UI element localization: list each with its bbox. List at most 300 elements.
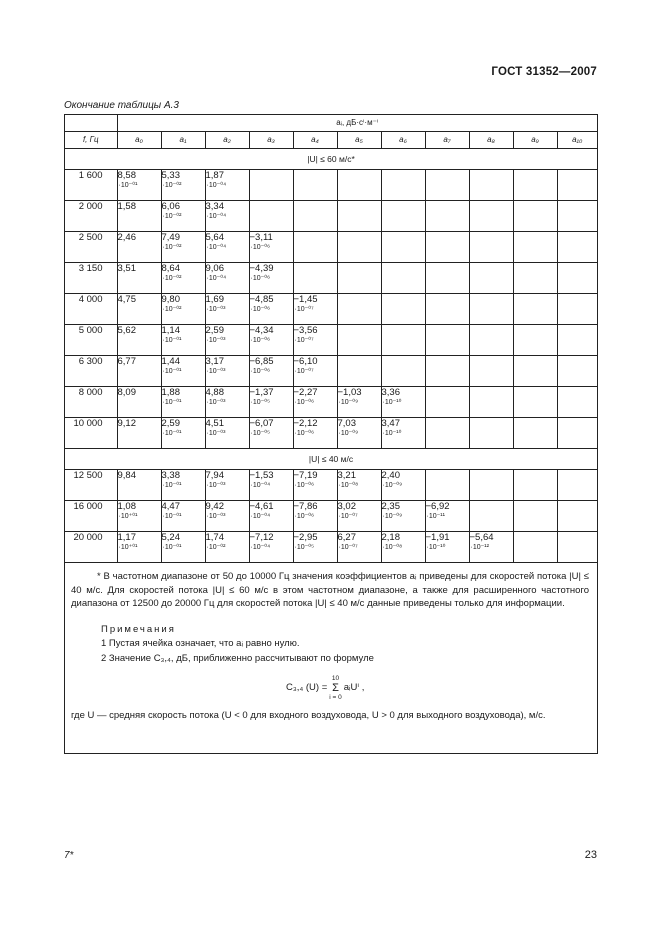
coefficient-mantissa: 1,08 bbox=[117, 500, 136, 512]
coefficient-mantissa: −2,95 bbox=[293, 531, 318, 543]
coefficient-cell bbox=[117, 200, 161, 231]
coefficient-cell bbox=[249, 355, 293, 386]
coefficient-cell bbox=[513, 531, 557, 562]
coefficient-cell bbox=[249, 293, 293, 324]
coefficient-cell bbox=[205, 355, 249, 386]
coefficient-cell bbox=[293, 500, 337, 531]
frequency-cell: 10 000 bbox=[65, 417, 117, 448]
coefficient-table bbox=[65, 115, 597, 563]
coefficient-mantissa: −4,85 bbox=[249, 293, 274, 305]
coefficient-mantissa: 5,62 bbox=[117, 324, 136, 336]
coefficient-mantissa: 9,80 bbox=[161, 293, 180, 305]
coefficient-exponent: ·10⁻⁰⁶ bbox=[250, 274, 270, 282]
coefficient-exponent: ·10⁻⁰⁹ bbox=[338, 398, 359, 406]
coefficient-cell bbox=[337, 417, 381, 448]
coefficient-exponent: ·10⁺⁰¹ bbox=[118, 543, 138, 551]
coefficient-exponent: ·10⁻⁰² bbox=[162, 305, 182, 313]
coefficient-exponent: ·10⁻⁰⁶ bbox=[250, 367, 270, 375]
column-header: a₄ bbox=[293, 131, 337, 148]
coefficient-exponent: ·10⁻⁰⁴ bbox=[206, 212, 227, 220]
coefficient-mantissa: −4,39 bbox=[249, 262, 274, 274]
coefficient-cell bbox=[117, 293, 161, 324]
coefficient-mantissa: −5,64 bbox=[469, 531, 494, 543]
coefficient-cell bbox=[337, 262, 381, 293]
coefficient-cell bbox=[513, 293, 557, 324]
coefficient-cell bbox=[117, 231, 161, 262]
coefficient-mantissa: −1,53 bbox=[249, 469, 274, 481]
frequency-cell: 20 000 bbox=[65, 531, 117, 562]
column-header: a₈ bbox=[469, 131, 513, 148]
coefficient-exponent: ·10⁻¹¹ bbox=[426, 512, 445, 520]
coefficient-exponent: ·10⁻⁰² bbox=[162, 181, 182, 189]
table-row bbox=[65, 262, 597, 293]
coefficient-cell bbox=[293, 324, 337, 355]
coefficient-exponent: ·10⁻⁰³ bbox=[206, 512, 226, 520]
coefficient-mantissa: 4,75 bbox=[117, 293, 136, 305]
coefficient-exponent: ·10⁻⁰⁴ bbox=[206, 243, 227, 251]
coefficient-cell bbox=[337, 355, 381, 386]
coefficient-exponent: ·10⁻⁰² bbox=[162, 274, 182, 282]
coefficient-mantissa: 2,59 bbox=[161, 417, 180, 429]
coefficient-cell bbox=[161, 293, 205, 324]
coefficient-exponent: ·10⁻⁰⁷ bbox=[294, 305, 314, 313]
frequency-cell: 6 300 bbox=[65, 355, 117, 386]
coefficient-exponent: ·10⁻⁰⁶ bbox=[250, 305, 270, 313]
column-header: a₉ bbox=[513, 131, 557, 148]
coefficient-cell bbox=[293, 355, 337, 386]
table-row bbox=[65, 386, 597, 417]
coefficient-exponent: ·10⁻⁰² bbox=[162, 212, 182, 220]
coefficient-cell bbox=[117, 355, 161, 386]
coefficient-cell bbox=[425, 417, 469, 448]
coefficient-mantissa: 3,17 bbox=[205, 355, 224, 367]
coefficient-cell bbox=[425, 262, 469, 293]
coefficient-mantissa: 7,03 bbox=[337, 417, 356, 429]
coefficient-exponent: ·10⁻⁰⁸ bbox=[338, 481, 359, 489]
coefficient-mantissa: 7,49 bbox=[161, 231, 180, 243]
coefficient-mantissa: −1,37 bbox=[249, 386, 274, 398]
coefficient-cell bbox=[161, 386, 205, 417]
coefficient-mantissa: 3,51 bbox=[117, 262, 136, 274]
coefficient-exponent: ·10⁻⁰⁶ bbox=[294, 481, 314, 489]
coefficient-mantissa: 3,21 bbox=[337, 469, 356, 481]
coefficient-exponent: ·10⁻¹⁰ bbox=[426, 543, 446, 551]
coefficient-exponent: ·10⁻⁰⁹ bbox=[338, 429, 359, 437]
coefficient-cell bbox=[205, 531, 249, 562]
coefficient-mantissa: −6,92 bbox=[425, 500, 450, 512]
coefficient-cell bbox=[205, 386, 249, 417]
coefficient-cell bbox=[293, 417, 337, 448]
coefficient-cell bbox=[337, 293, 381, 324]
coefficient-cell bbox=[249, 200, 293, 231]
table-body-second bbox=[65, 469, 597, 562]
coefficient-cell bbox=[117, 262, 161, 293]
coefficient-mantissa: 1,14 bbox=[161, 324, 180, 336]
formula-lhs: C₃,₄ (U) = bbox=[286, 682, 328, 694]
coefficient-exponent: ·10⁻¹² bbox=[470, 543, 489, 551]
coefficient-mantissa: 2,59 bbox=[205, 324, 224, 336]
coefficient-mantissa: −6,07 bbox=[249, 417, 274, 429]
coefficient-cell bbox=[205, 262, 249, 293]
coefficient-exponent: ·10⁻⁰¹ bbox=[162, 481, 182, 489]
coefficient-cell bbox=[337, 500, 381, 531]
coefficient-cell bbox=[249, 417, 293, 448]
coefficient-cell bbox=[117, 324, 161, 355]
coefficient-mantissa: 1,17 bbox=[117, 531, 136, 543]
coefficient-mantissa: 1,69 bbox=[205, 293, 224, 305]
coefficient-cell bbox=[381, 386, 425, 417]
coefficient-cell bbox=[513, 469, 557, 500]
coefficient-cell bbox=[469, 417, 513, 448]
coefficient-exponent: ·10⁻⁰² bbox=[206, 543, 226, 551]
coefficient-exponent: ·10⁻⁰⁶ bbox=[294, 398, 314, 406]
coefficient-cell bbox=[293, 293, 337, 324]
column-header-row bbox=[65, 131, 597, 148]
coefficient-cell bbox=[425, 200, 469, 231]
table-row bbox=[65, 231, 597, 262]
formula-rhs: aᵢUⁱ , bbox=[343, 682, 365, 694]
coefficient-mantissa: 6,77 bbox=[117, 355, 136, 367]
coefficient-exponent: ·10⁻⁰⁴ bbox=[250, 481, 271, 489]
page-signature-mark: 7* bbox=[64, 850, 74, 861]
coefficient-mantissa: 7,94 bbox=[205, 469, 224, 481]
empty-corner-cell bbox=[65, 115, 117, 131]
coefficient-mantissa: 4,47 bbox=[161, 500, 180, 512]
coefficient-cell bbox=[381, 262, 425, 293]
coefficient-exponent: ·10⁻⁰⁹ bbox=[382, 512, 403, 520]
coefficient-cell bbox=[557, 324, 597, 355]
coefficient-cell bbox=[249, 500, 293, 531]
coefficient-mantissa: −2,27 bbox=[293, 386, 318, 398]
coefficient-cell bbox=[557, 231, 597, 262]
coefficient-cell bbox=[557, 169, 597, 200]
coefficient-cell bbox=[469, 231, 513, 262]
column-header: a₂ bbox=[205, 131, 249, 148]
frequency-cell: 3 150 bbox=[65, 262, 117, 293]
coefficient-exponent: ·10⁻⁰³ bbox=[206, 429, 226, 437]
table-caption: Окончание таблицы А.3 bbox=[64, 100, 179, 111]
coefficient-exponent: ·10⁻⁰¹ bbox=[162, 543, 182, 551]
coefficient-cell bbox=[205, 293, 249, 324]
coefficient-exponent: ·10⁻⁰¹ bbox=[162, 398, 182, 406]
coefficient-cell bbox=[249, 386, 293, 417]
coefficient-exponent: ·10⁻¹⁰ bbox=[382, 398, 402, 406]
coefficient-cell bbox=[381, 200, 425, 231]
frequency-cell: 2 500 bbox=[65, 231, 117, 262]
coefficient-mantissa: 3,34 bbox=[205, 200, 224, 212]
coefficient-exponent: ·10⁻⁰¹ bbox=[162, 512, 182, 520]
coefficient-cell bbox=[293, 386, 337, 417]
table-row bbox=[65, 324, 597, 355]
frequency-cell: 4 000 bbox=[65, 293, 117, 324]
coefficient-cell bbox=[337, 169, 381, 200]
coefficient-mantissa: 5,64 bbox=[205, 231, 224, 243]
column-header: a₁₀ bbox=[557, 131, 597, 148]
coefficient-cell bbox=[557, 200, 597, 231]
coefficient-mantissa: −1,03 bbox=[337, 386, 362, 398]
coefficient-cell bbox=[161, 169, 205, 200]
coefficient-cell bbox=[337, 324, 381, 355]
coefficient-exponent: ·10⁻⁰⁸ bbox=[382, 543, 403, 551]
coefficient-cell bbox=[469, 293, 513, 324]
coefficient-cell bbox=[381, 355, 425, 386]
coefficient-mantissa: 3,38 bbox=[161, 469, 180, 481]
sum-lower-limit: i = 0 bbox=[329, 693, 342, 701]
coefficient-cell bbox=[117, 531, 161, 562]
coefficient-cell bbox=[117, 417, 161, 448]
coefficient-cell bbox=[161, 417, 205, 448]
column-header: a₆ bbox=[381, 131, 425, 148]
coefficient-cell bbox=[381, 417, 425, 448]
coefficient-cell bbox=[293, 200, 337, 231]
coefficient-mantissa: −4,61 bbox=[249, 500, 274, 512]
coefficient-cell bbox=[161, 500, 205, 531]
coefficient-mantissa: −7,12 bbox=[249, 531, 274, 543]
coefficient-cell bbox=[161, 469, 205, 500]
coefficient-exponent: ·10⁻⁰⁹ bbox=[382, 481, 403, 489]
coefficient-cell bbox=[205, 417, 249, 448]
coefficient-mantissa: −6,10 bbox=[293, 355, 318, 367]
coefficient-cell bbox=[513, 169, 557, 200]
coefficient-cell bbox=[249, 231, 293, 262]
coefficient-cell bbox=[469, 200, 513, 231]
coefficient-mantissa: 9,84 bbox=[117, 469, 136, 481]
coefficient-cell bbox=[425, 293, 469, 324]
coefficient-cell bbox=[469, 169, 513, 200]
coefficient-exponent: ·10⁻⁰¹ bbox=[162, 336, 182, 344]
coefficient-mantissa: −1,91 bbox=[425, 531, 450, 543]
coefficient-mantissa: −3,56 bbox=[293, 324, 318, 336]
frequency-cell: 5 000 bbox=[65, 324, 117, 355]
coefficient-mantissa: −2,12 bbox=[293, 417, 318, 429]
coefficient-exponent: ·10⁻⁰³ bbox=[206, 305, 226, 313]
coefficient-mantissa: 2,46 bbox=[117, 231, 136, 243]
coefficient-cell bbox=[381, 469, 425, 500]
coefficient-exponent: ·10⁻⁰⁴ bbox=[250, 543, 271, 551]
coefficient-mantissa: 1,88 bbox=[161, 386, 180, 398]
coefficient-exponent: ·10⁻⁰³ bbox=[206, 367, 226, 375]
column-header: a₀ bbox=[117, 131, 161, 148]
coefficient-mantissa: 6,06 bbox=[161, 200, 180, 212]
coefficient-cell bbox=[557, 386, 597, 417]
coefficient-cell bbox=[513, 355, 557, 386]
coefficient-cell bbox=[337, 469, 381, 500]
coefficient-exponent: ·10⁻⁰⁴ bbox=[250, 512, 271, 520]
coefficient-exponent: ·10⁻⁰⁵ bbox=[250, 429, 271, 437]
coefficient-cell bbox=[425, 500, 469, 531]
coefficient-mantissa: 3,02 bbox=[337, 500, 356, 512]
coefficient-cell bbox=[557, 500, 597, 531]
coefficient-table-frame bbox=[64, 114, 598, 754]
condition-row bbox=[65, 148, 597, 169]
coefficient-exponent: ·10⁻⁰⁷ bbox=[294, 336, 314, 344]
frequency-cell: 12 500 bbox=[65, 469, 117, 500]
column-header: a₇ bbox=[425, 131, 469, 148]
coefficient-mantissa: 4,51 bbox=[205, 417, 224, 429]
coefficient-exponent: ·10⁻⁰³ bbox=[206, 336, 226, 344]
table-row bbox=[65, 293, 597, 324]
table-body-first bbox=[65, 169, 597, 448]
coefficient-cell bbox=[293, 469, 337, 500]
coefficient-cell bbox=[381, 531, 425, 562]
coefficient-mantissa: 2,35 bbox=[381, 500, 400, 512]
coefficient-cell bbox=[161, 262, 205, 293]
note-2: 2 Значение C₃,₄, дБ, приближенно рассчитывают по формуле bbox=[101, 652, 374, 664]
table-row bbox=[65, 169, 597, 200]
condition-row bbox=[65, 448, 597, 469]
coefficient-cell bbox=[337, 386, 381, 417]
coefficient-cell bbox=[469, 355, 513, 386]
coefficient-cell bbox=[557, 262, 597, 293]
coefficient-cell bbox=[381, 293, 425, 324]
page-number: 23 bbox=[584, 849, 597, 861]
coefficient-cell bbox=[249, 262, 293, 293]
coefficient-cell bbox=[205, 169, 249, 200]
coefficient-cell bbox=[425, 469, 469, 500]
coefficient-exponent: ·10⁻⁰⁴ bbox=[206, 274, 227, 282]
document-header: ГОСТ 31352—2007 bbox=[491, 66, 597, 78]
frequency-cell: 16 000 bbox=[65, 500, 117, 531]
coefficient-mantissa: 6,27 bbox=[337, 531, 356, 543]
coefficient-cell bbox=[425, 169, 469, 200]
coefficient-cell bbox=[425, 531, 469, 562]
coefficient-mantissa: −7,19 bbox=[293, 469, 318, 481]
coefficient-cell bbox=[513, 500, 557, 531]
coefficient-cell bbox=[557, 293, 597, 324]
coefficient-exponent: ·10⁻⁰³ bbox=[206, 481, 226, 489]
coefficient-cell bbox=[249, 531, 293, 562]
coefficient-exponent: ·10⁻⁰³ bbox=[206, 398, 226, 406]
notes-block bbox=[71, 570, 589, 723]
coefficient-mantissa: −6,85 bbox=[249, 355, 274, 367]
coefficient-cell bbox=[513, 200, 557, 231]
condition-cell: |U| ≤ 60 м/с* bbox=[65, 148, 597, 169]
coefficient-cell bbox=[513, 417, 557, 448]
frequency-cell: 1 600 bbox=[65, 169, 117, 200]
coefficient-exponent: ·10⁻⁰¹ bbox=[162, 367, 182, 375]
coefficient-exponent: ·10⁻¹⁰ bbox=[382, 429, 402, 437]
coefficient-mantissa: 8,09 bbox=[117, 386, 136, 398]
coefficient-mantissa: 1,44 bbox=[161, 355, 180, 367]
coefficient-exponent: ·10⁻⁰⁴ bbox=[206, 181, 227, 189]
coefficient-cell bbox=[293, 231, 337, 262]
coefficient-cell bbox=[293, 531, 337, 562]
coefficient-cell bbox=[469, 531, 513, 562]
coefficient-cell bbox=[205, 200, 249, 231]
coefficient-mantissa: 9,42 bbox=[205, 500, 224, 512]
coefficient-exponent: ·10⁻⁰⁵ bbox=[294, 543, 315, 551]
coefficient-cell bbox=[557, 531, 597, 562]
coefficient-cell bbox=[469, 386, 513, 417]
coefficient-cell bbox=[381, 324, 425, 355]
coefficient-cell bbox=[425, 324, 469, 355]
coefficient-exponent: ·10⁻⁰⁷ bbox=[338, 543, 358, 551]
coefficient-cell bbox=[337, 200, 381, 231]
coefficient-mantissa: −3,11 bbox=[249, 231, 273, 243]
coefficient-mantissa: 9,06 bbox=[205, 262, 224, 274]
table-row bbox=[65, 531, 597, 562]
coefficient-cell bbox=[469, 500, 513, 531]
table-row bbox=[65, 417, 597, 448]
coefficient-cell bbox=[117, 500, 161, 531]
frequency-cell: 8 000 bbox=[65, 386, 117, 417]
coefficient-exponent: ·10⁻⁰⁶ bbox=[294, 512, 314, 520]
coefficient-mantissa: −4,34 bbox=[249, 324, 274, 336]
footnote: * В частотном диапазоне от 50 до 10000 Гц значения коэффициентов aᵢ приведены для скоростей потока |U| ≤ 40 м/с. Для скоростей потока |U| ≤ 60 м/с в этом частотном диапазоне, а также для расширенного частотного диапазона от 12500 до 20000 Гц для скоростей потока |U| ≤ 40 м/с данные приведены только для информации. bbox=[71, 571, 589, 609]
coefficient-exponent: ·10⁻⁰⁶ bbox=[294, 429, 314, 437]
table-row bbox=[65, 200, 597, 231]
coefficient-cell bbox=[425, 231, 469, 262]
coefficient-exponent: ·10⁻⁰⁷ bbox=[338, 512, 358, 520]
coefficient-cell bbox=[557, 469, 597, 500]
coefficient-mantissa: 1,74 bbox=[205, 531, 224, 543]
coefficient-cell bbox=[205, 231, 249, 262]
column-header: a₁ bbox=[161, 131, 205, 148]
coefficient-mantissa: −1,45 bbox=[293, 293, 318, 305]
coefficient-exponent: ·10⁺⁰¹ bbox=[118, 512, 138, 520]
coefficient-cell bbox=[469, 324, 513, 355]
coefficient-cell bbox=[117, 169, 161, 200]
column-header: a₅ bbox=[337, 131, 381, 148]
coefficient-mantissa: 5,33 bbox=[161, 169, 180, 181]
coefficient-cell bbox=[557, 417, 597, 448]
coefficient-cell bbox=[469, 469, 513, 500]
coefficient-exponent: ·10⁻⁰¹ bbox=[162, 429, 182, 437]
coefficient-mantissa: 2,40 bbox=[381, 469, 400, 481]
coefficient-cell bbox=[117, 386, 161, 417]
coefficient-cell bbox=[425, 386, 469, 417]
table-row bbox=[65, 469, 597, 500]
coefficient-cell bbox=[513, 386, 557, 417]
coefficient-exponent: ·10⁻⁰¹ bbox=[118, 181, 138, 189]
coefficient-cell bbox=[117, 469, 161, 500]
coefficient-mantissa: 1,87 bbox=[205, 169, 224, 181]
coefficient-cell bbox=[161, 231, 205, 262]
coefficient-mantissa: −7,86 bbox=[293, 500, 318, 512]
coefficient-exponent: ·10⁻⁰⁶ bbox=[250, 336, 270, 344]
formula bbox=[286, 673, 589, 703]
coefficient-exponent: ·10⁻⁰⁷ bbox=[294, 367, 314, 375]
coefficient-mantissa: 9,12 bbox=[117, 417, 136, 429]
note-1: 1 Пустая ячейка означает, что aᵢ равно нулю. bbox=[101, 638, 300, 649]
coefficient-cell bbox=[513, 262, 557, 293]
column-header: a₃ bbox=[249, 131, 293, 148]
coefficient-cell bbox=[161, 324, 205, 355]
coefficient-mantissa: 3,36 bbox=[381, 386, 400, 398]
coefficient-cell bbox=[381, 231, 425, 262]
coefficient-cell bbox=[161, 200, 205, 231]
coefficient-cell bbox=[161, 355, 205, 386]
coefficient-mantissa: 8,64 bbox=[161, 262, 180, 274]
coefficient-cell bbox=[425, 355, 469, 386]
coefficient-cell bbox=[249, 169, 293, 200]
coefficient-cell bbox=[249, 469, 293, 500]
coefficient-mantissa: 3,47 bbox=[381, 417, 400, 429]
coefficient-exponent: ·10⁻⁰⁶ bbox=[250, 243, 270, 251]
coefficient-cell bbox=[293, 169, 337, 200]
coefficient-cell bbox=[381, 500, 425, 531]
sum-operator bbox=[329, 675, 341, 702]
coefficient-mantissa: 1,58 bbox=[117, 200, 136, 212]
coefficient-exponent: ·10⁻⁰² bbox=[162, 243, 182, 251]
coefficient-cell bbox=[161, 531, 205, 562]
coefficient-cell bbox=[469, 262, 513, 293]
coefficient-cell bbox=[205, 324, 249, 355]
variable-definition: где U — средняя скорость потока (U < 0 для входного воздуховода, U > 0 для выходного воздуховода), м/с. bbox=[71, 710, 546, 721]
coefficient-cell bbox=[513, 231, 557, 262]
condition-cell: |U| ≤ 40 м/с bbox=[65, 448, 597, 469]
coefficient-cell bbox=[381, 169, 425, 200]
